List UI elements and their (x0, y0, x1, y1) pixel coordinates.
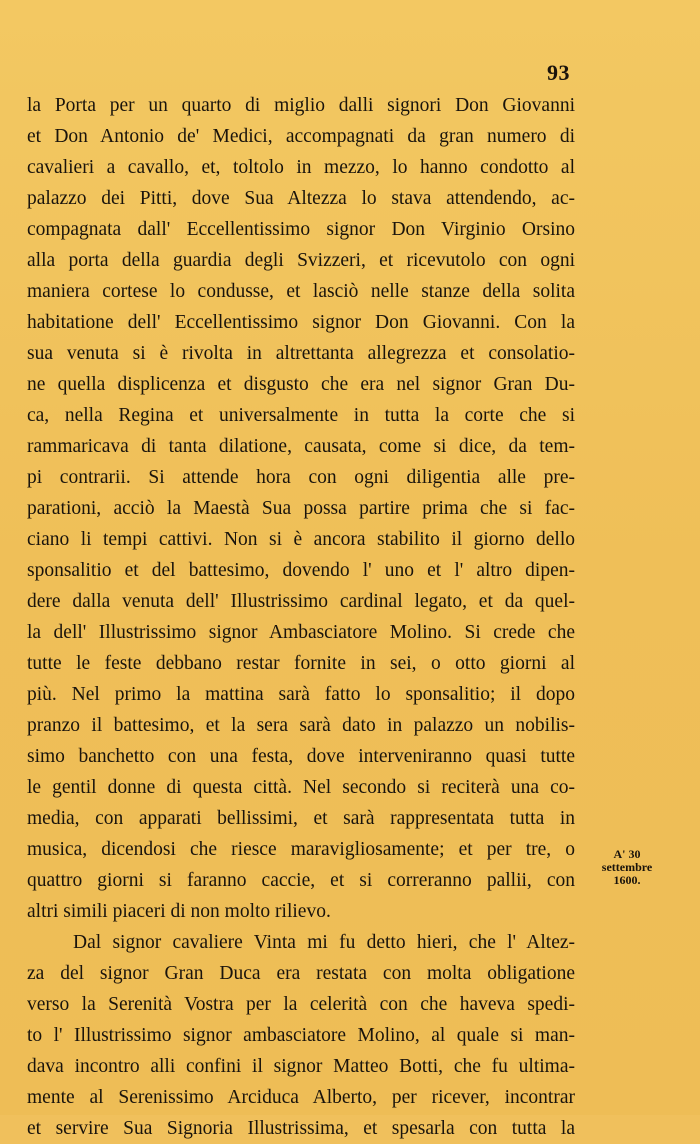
text-line: et servire Sua Signoria Illustrissima, et spesarla con tutta la (27, 1118, 575, 1139)
text-line: mente al Serenissimo Arciduca Alberto, per ricever, incontrar (27, 1087, 575, 1108)
text-line: ne quella displicenza et disgusto che era nel signor Gran Du- (27, 374, 575, 395)
text-line: dere dalla venuta dell' Illustrissimo cardinal legato, et da quel- (27, 591, 575, 612)
text-line: pranzo il battesimo, et la sera sarà dato in palazzo un nobilis- (27, 715, 575, 736)
text-line: simo banchetto con una festa, dove interveniranno quasi tutte (27, 746, 575, 767)
text-line: ca, nella Regina et universalmente in tutta la corte che si (27, 405, 575, 426)
text-line: parationi, acciò la Maestà Sua possa partire prima che si fac- (27, 498, 575, 519)
text-body (27, 90, 575, 1144)
text-line: ciano li tempi cattivi. Non si è ancora stabilito il giorno dello (27, 529, 575, 550)
text-line: za del signor Gran Duca era restata con molta obligatione (27, 963, 575, 984)
text-line: le gentil donne di questa città. Nel secondo si reciterà una co- (27, 777, 575, 798)
margin-note-year: 1600. (613, 873, 641, 887)
text-line: to l' Illustrissimo signor ambasciatore Molino, al quale si man- (27, 1025, 575, 1046)
text-line: et Don Antonio de' Medici, accompagnati da gran numero di (27, 126, 575, 147)
margin-note-month: settembre (601, 860, 653, 874)
text-line: quattro giorni si faranno caccie, et si correranno pallii, con (27, 870, 575, 891)
text-line: habitatione dell' Eccellentissimo signor Don Giovanni. Con la (27, 312, 575, 333)
text-line: dava incontro alli confini il signor Matteo Botti, che fu ultima- (27, 1056, 575, 1077)
margin-note-day: A' 30 (613, 847, 641, 861)
text-line: pi contrarii. Si attende hora con ogni diligentia alle pre- (27, 467, 575, 488)
text-line: cavalieri a cavallo, et, toltolo in mezzo, lo hanno condotto al (27, 157, 575, 178)
text-line: la Porta per un quarto di miglio dalli signori Don Giovanni (27, 95, 575, 116)
text-line: sponsalitio et del battesimo, dovendo l' uno et l' altro dipen- (27, 560, 575, 581)
text-line: sua venuta si è rivolta in altrettanta allegrezza et consolatio- (27, 343, 575, 364)
text-line: rammaricava di tanta dilatione, causata, come si dice, da tem- (27, 436, 575, 457)
page-number: 93 (547, 60, 570, 85)
text-line: tutte le feste debbano restar fornite in sei, o otto giorni al (27, 653, 575, 674)
text-line: alla porta della guardia degli Svizzeri, et ricevutolo con ogni (27, 250, 575, 271)
text-line: compagnata dall' Eccellentissimo signor Don Virginio Orsino (27, 219, 575, 240)
paragraph-last-line: altri simili piaceri di non molto rilievo. (27, 901, 331, 922)
text-line: la dell' Illustrissimo signor Ambasciatore Molino. Si crede che (27, 622, 575, 643)
text-line: media, con apparati bellissimi, et sarà rappresentata tutta in (27, 808, 575, 829)
margin-date-note (596, 848, 658, 887)
paragraph-first-line: Dal signor cavaliere Vinta mi fu detto hieri, che l' Altez- (73, 932, 575, 953)
text-line: palazzo dei Pitti, dove Sua Altezza lo stava attendendo, ac- (27, 188, 575, 209)
text-line: maniera cortese lo condusse, et lasciò nelle stanze della solita (27, 281, 575, 302)
text-line: musica, dicendosi che riesce maravigliosamente; et per tre, o (27, 839, 575, 860)
text-line: più. Nel primo la mattina sarà fatto lo sponsalitio; il dopo (27, 684, 575, 705)
text-line: verso la Serenità Vostra per la celerità con che haveva spedi- (27, 994, 575, 1015)
